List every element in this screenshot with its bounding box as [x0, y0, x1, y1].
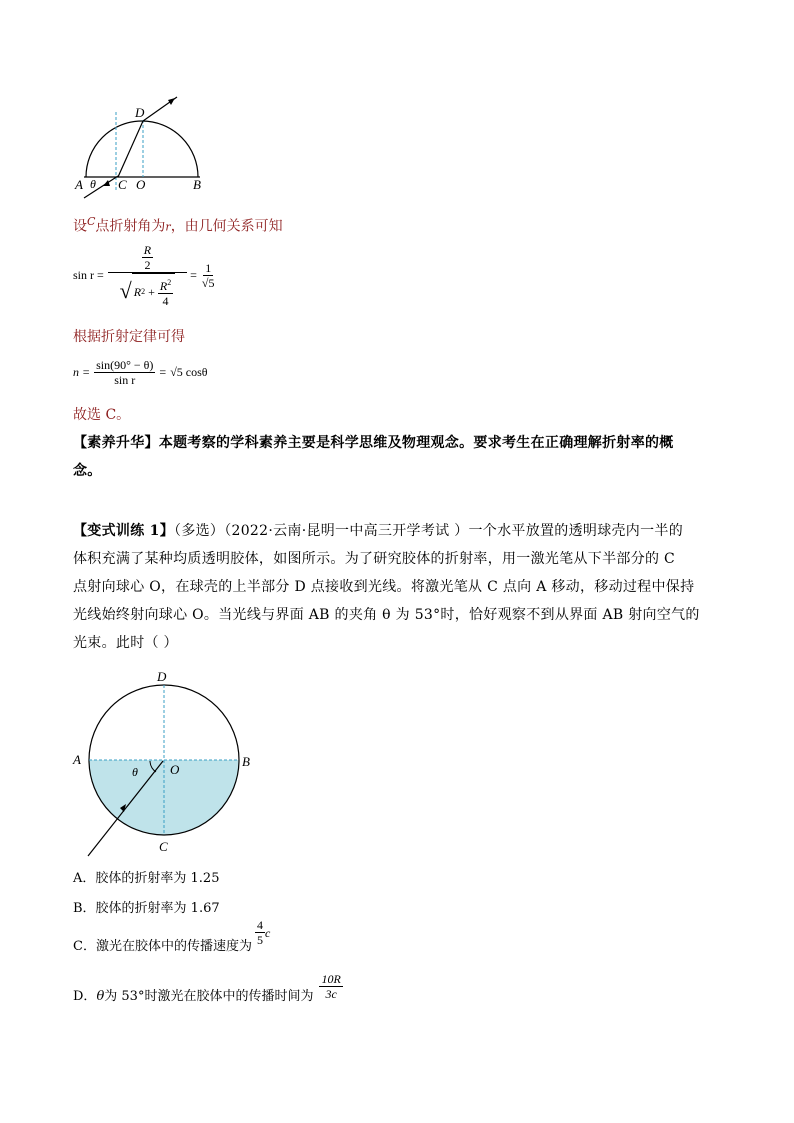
label-a2: A — [73, 752, 81, 767]
eq1-result: $\frac{1}{√5}$ — [201, 261, 215, 290]
option-d[interactable]: D． θ 为 53°时激光在胶体中的传播时间为 $\frac{10R}{3c}$ — [73, 972, 341, 1004]
label-b: B — [193, 177, 201, 192]
label-d2: D — [157, 669, 167, 684]
refracted-ray — [118, 121, 143, 177]
refraction-law-line: 根据折射定律可得 — [73, 329, 185, 345]
label-d: D — [135, 105, 145, 120]
literacy-paragraph: 【素养升华】本题考察的学科素养主要是科学思维及物理观念。要求考生在正确理解折射率的概 念。 — [73, 435, 674, 479]
option-a[interactable]: A．胶体的折射率为 1.25 — [73, 871, 220, 886]
equation-sin-r: sin r = $\frac{R}{2}$ √ R 2 + $\frac{R^2}{4}$ = $\frac{1}{√5}$ — [73, 243, 215, 308]
label-o: O — [136, 177, 146, 192]
variant-question: 【变式训练 1】（多选）（2022·云南·昆明一中高三开学考试 ）一个水平放置的透明球壳内一半的 体积充满了某种均质透明胶体，如图所示。为了研究胶体的折射率，用一激光笔从下半部分的 C 点射向球心 O，在球壳的上半部分 D 点接收到光线。将激光笔从 C 点向 A 移动，移动过程中保持 光线始终射向球心 O。当光线与界面 AB 的夹角 θ 为 53°时，恰好观察不到从界面 AB 射向空气的 光束。此时（ ） — [73, 523, 700, 651]
label-b2: B — [242, 754, 250, 769]
option-c[interactable]: C．激光在胶体中的传播速度为 $\frac{4}{5}$ c — [73, 918, 271, 954]
solution-let-line: 设$^C$点折射角为r，由几何关系可知 — [73, 215, 283, 235]
incident-arrow — [103, 180, 110, 186]
variant-tag: 【变式训练 1】 — [73, 523, 175, 539]
exit-arrow — [168, 98, 175, 105]
label-theta2: θ — [132, 765, 138, 779]
figure-semicircle-refraction — [70, 92, 220, 207]
label-theta: θ — [90, 177, 96, 191]
semicircle-arc — [86, 121, 198, 177]
label-o2: O — [170, 762, 180, 777]
literacy-tag: 【素养升华】 — [73, 435, 159, 451]
figure-sphere-gel — [70, 666, 270, 861]
label-a: A — [75, 177, 83, 192]
equation-n: n = $\frac{\sin(90^\circ - \theta)}{\text{sin r}}$ = √5 cosθ — [73, 358, 208, 387]
eq1-lhs: sin r = — [73, 268, 104, 282]
eq1-main-fraction: $\frac{R}{2}$ √ R 2 + $\frac{R^2}{4}$ — [108, 243, 187, 308]
label-c2: C — [159, 839, 168, 854]
option-b[interactable]: B．胶体的折射率为 1.67 — [73, 901, 220, 916]
answer-line: 故选 C。 — [73, 407, 131, 423]
label-c: C — [118, 177, 127, 192]
